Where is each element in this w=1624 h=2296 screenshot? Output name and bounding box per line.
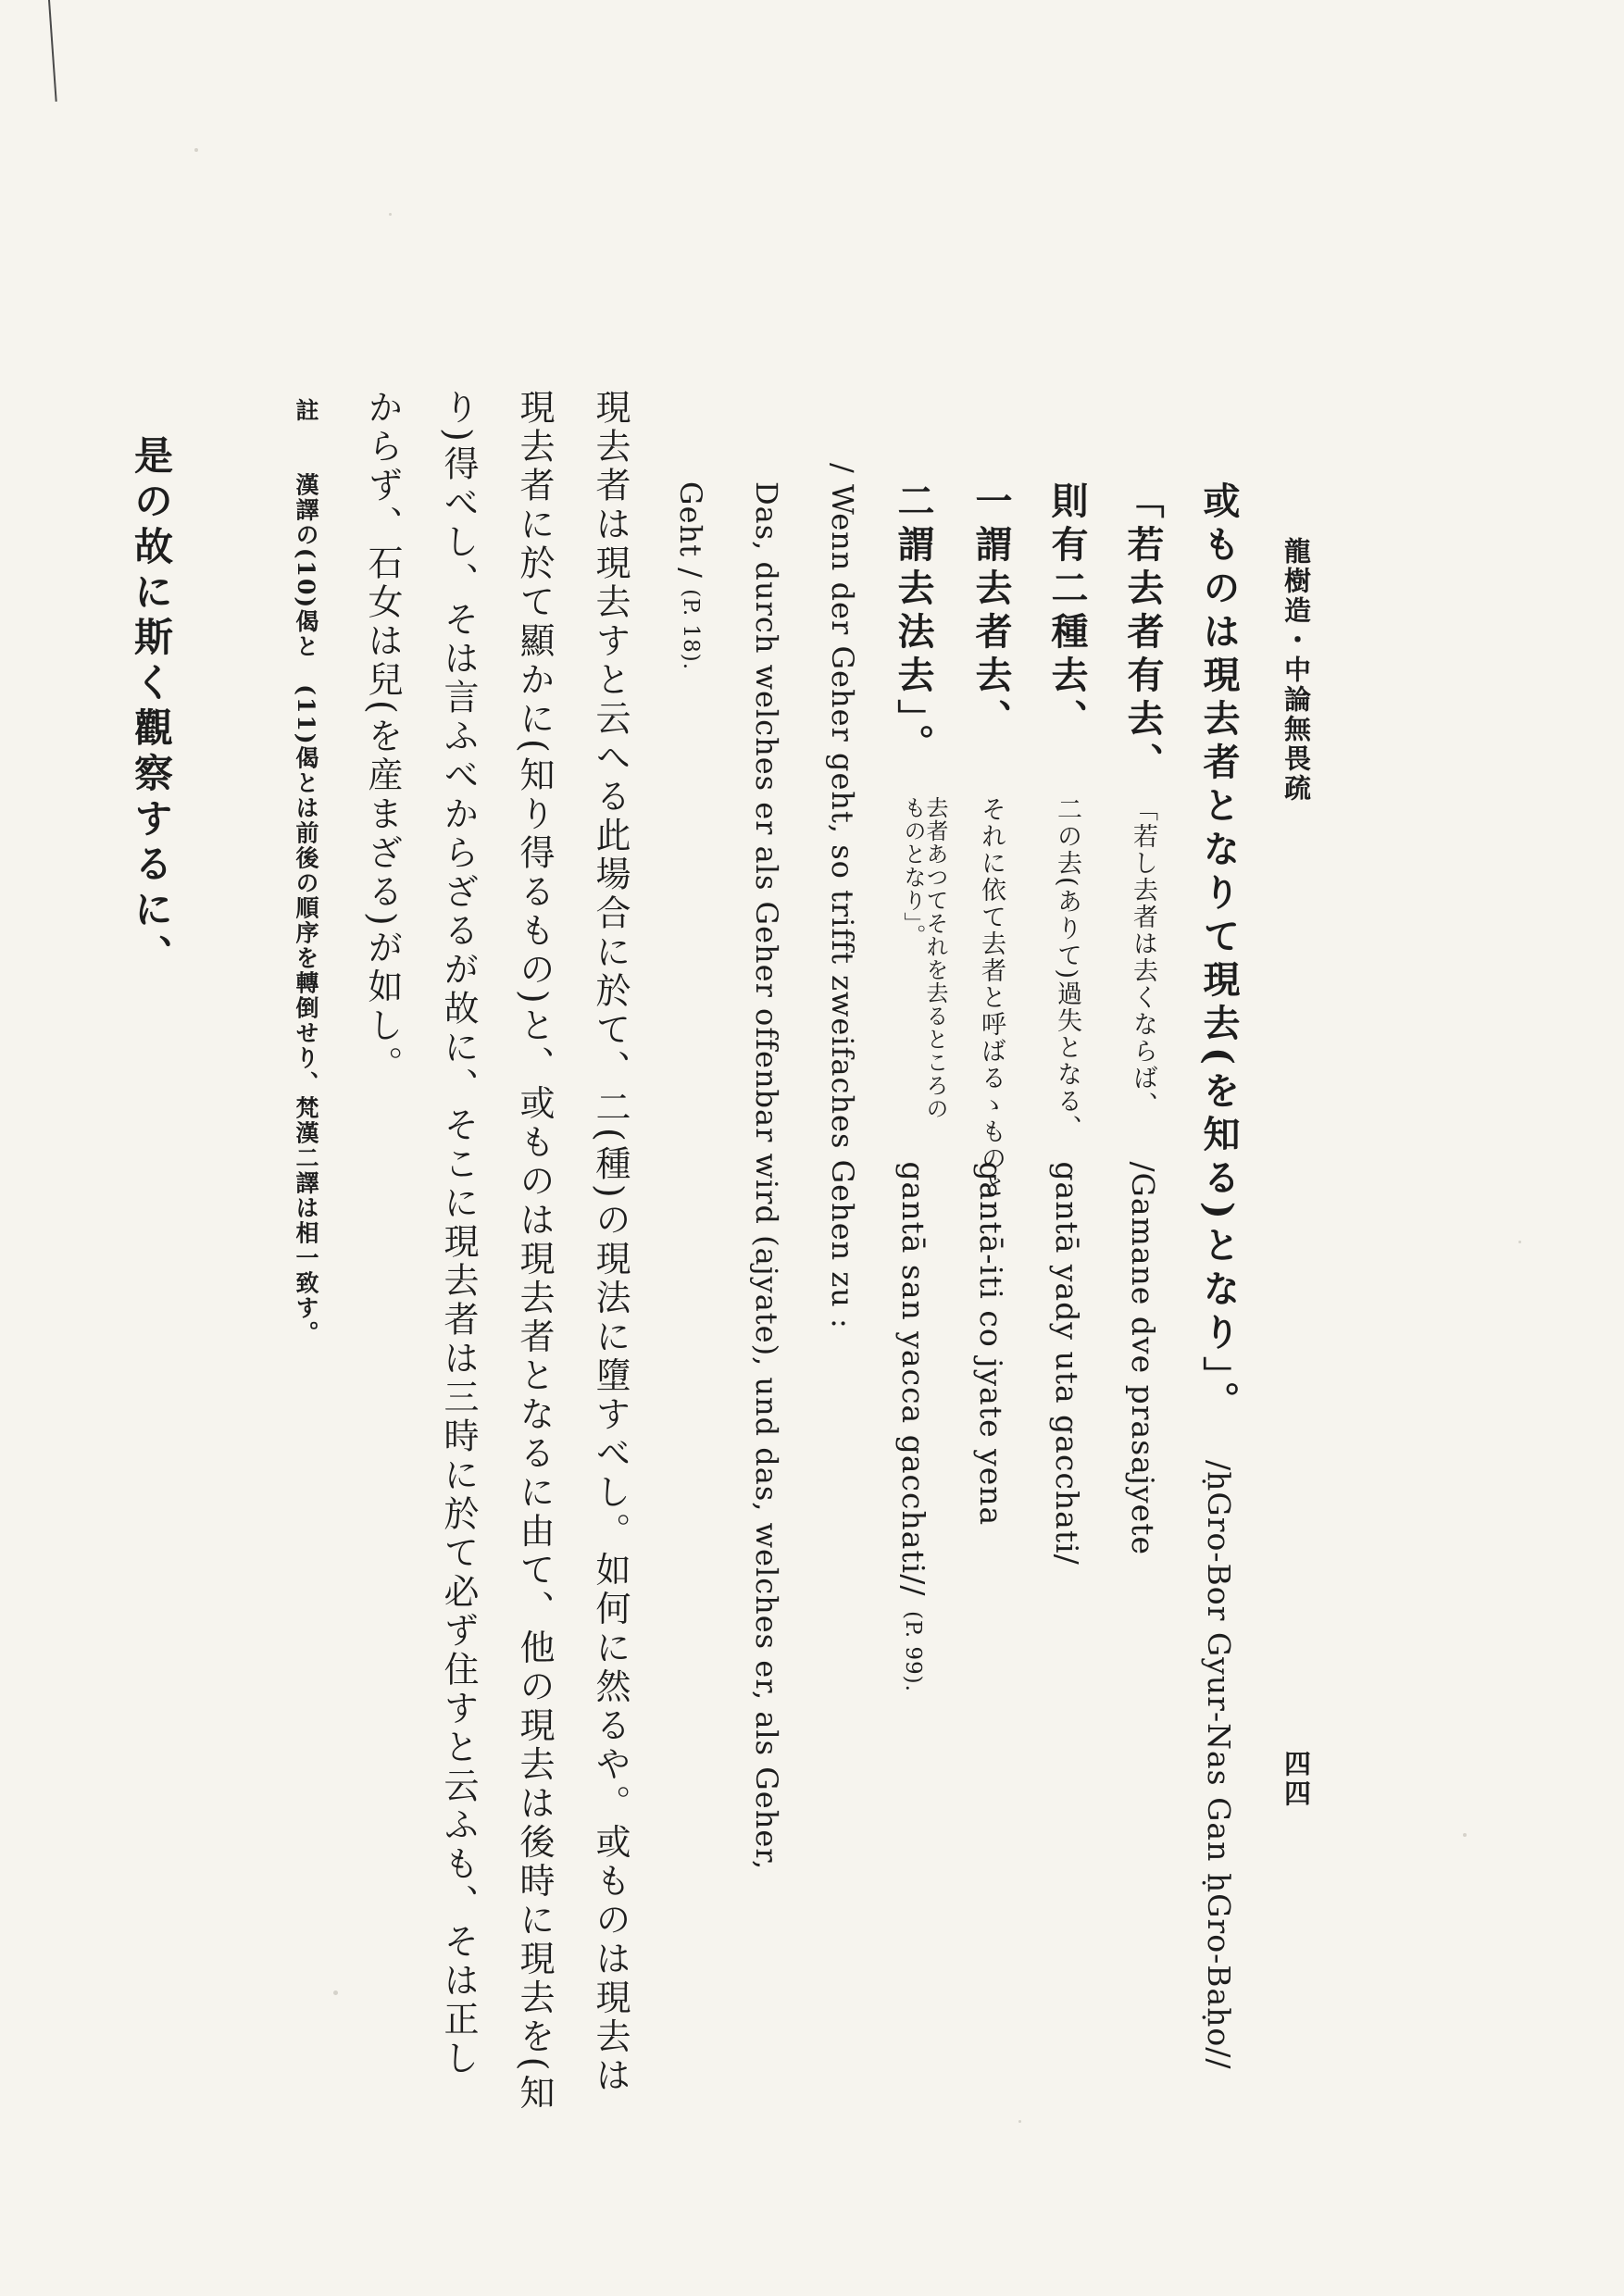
- german-line-1: / Wenn der Geher geht, so trifft zweifaches Gehen zu :: [825, 463, 860, 1329]
- verse-text: 二謂去法去」。: [892, 481, 935, 767]
- scan-speck: [333, 1990, 338, 1995]
- page-reference: (P. 18).: [679, 589, 703, 671]
- commentary-line-1: 現去者は現去すと云へる此場合に於て、二(種)の現法に墮すべし。如何に然るや。或ものは現去は: [590, 389, 631, 2096]
- closing-line: 是の故に斯く觀察するに、: [129, 435, 174, 980]
- verse-text: 「若去者有去、: [1121, 481, 1165, 786]
- commentary-line-4: からず、石女は兒(を産まざる)が如し。: [362, 389, 403, 1085]
- german-line-3: [673, 481, 708, 671]
- sanskrit-text: gantā-iti co jyate yena: [973, 1161, 1009, 1527]
- verse-line-3: [1045, 481, 1089, 1566]
- verse-gloss: 「若し去者は去くならば、: [1129, 795, 1157, 1118]
- footnote-text: 漢譯の(10)偈と (11)偈とは前後の順序を轉倒せり、梵漢二譯は相一致す。: [293, 472, 319, 1346]
- scan-speck: [194, 148, 198, 152]
- scan-speck: [389, 213, 392, 216]
- sanskrit-text: gantā san yacca gacchati//: [895, 1161, 931, 1597]
- footnote-label: 註: [293, 398, 319, 423]
- verse-line-5: [894, 481, 946, 1692]
- scan-speck: [1018, 2120, 1021, 2123]
- running-title: 龍樹造・中論無畏疏: [1280, 537, 1312, 804]
- page-reference: (P. 99).: [901, 1611, 925, 1693]
- commentary-line-3: り)得べし、そは言ふべからざるが故に、そこに現去者は三時に於て必ず住すと云ふも、そは正し: [438, 389, 479, 2078]
- verse-text: 或ものは現去者となりて現去(を知る)となり」。: [1197, 481, 1241, 1425]
- scan-edge-line: [48, 0, 61, 102]
- commentary-line-2: 現去者に於て顯かに(知り得るもの)と、或ものは現去者となるに由て、他の現去は後時に現去を(知: [514, 389, 555, 2114]
- german-line-2: Das, durch welches er als Geher offenbar wird (ajyate), und das, welches er, als Geher,: [749, 481, 784, 1871]
- scan-speck: [1463, 1833, 1467, 1837]
- verse-gloss-line: 去者あつてそれを去るところの: [922, 795, 948, 1120]
- page-number: 四四: [1280, 1750, 1312, 1809]
- scan-speck: [1518, 1241, 1521, 1243]
- verse-text: 一謂去者去、: [969, 481, 1013, 742]
- sanskrit-text: gantā yady uta gacchati/: [1049, 1161, 1085, 1566]
- verse-gloss: 二の去(ありて)過失となる、: [1053, 795, 1081, 1142]
- footnote: [287, 398, 324, 1346]
- verse-gloss-line: ものとなり」。: [900, 795, 926, 947]
- verse-line-4: [969, 481, 1013, 1527]
- sanskrit-text: /Gamane dve prasajyete: [1125, 1161, 1161, 1555]
- verse-line-1: [1197, 481, 1241, 2070]
- verse-line-2: [1121, 481, 1165, 1555]
- german-text: Geht /: [673, 481, 708, 590]
- verse-gloss: [902, 796, 946, 1143]
- verse-text: 則有二種去、: [1045, 481, 1089, 742]
- tibetan-text: /ḥGro-Bor Gyur-Nas Gan ḥGro-Baḥo//: [1201, 1459, 1237, 2070]
- verse-gloss: それに依て去者と呼ばるゝものと: [977, 795, 1006, 1199]
